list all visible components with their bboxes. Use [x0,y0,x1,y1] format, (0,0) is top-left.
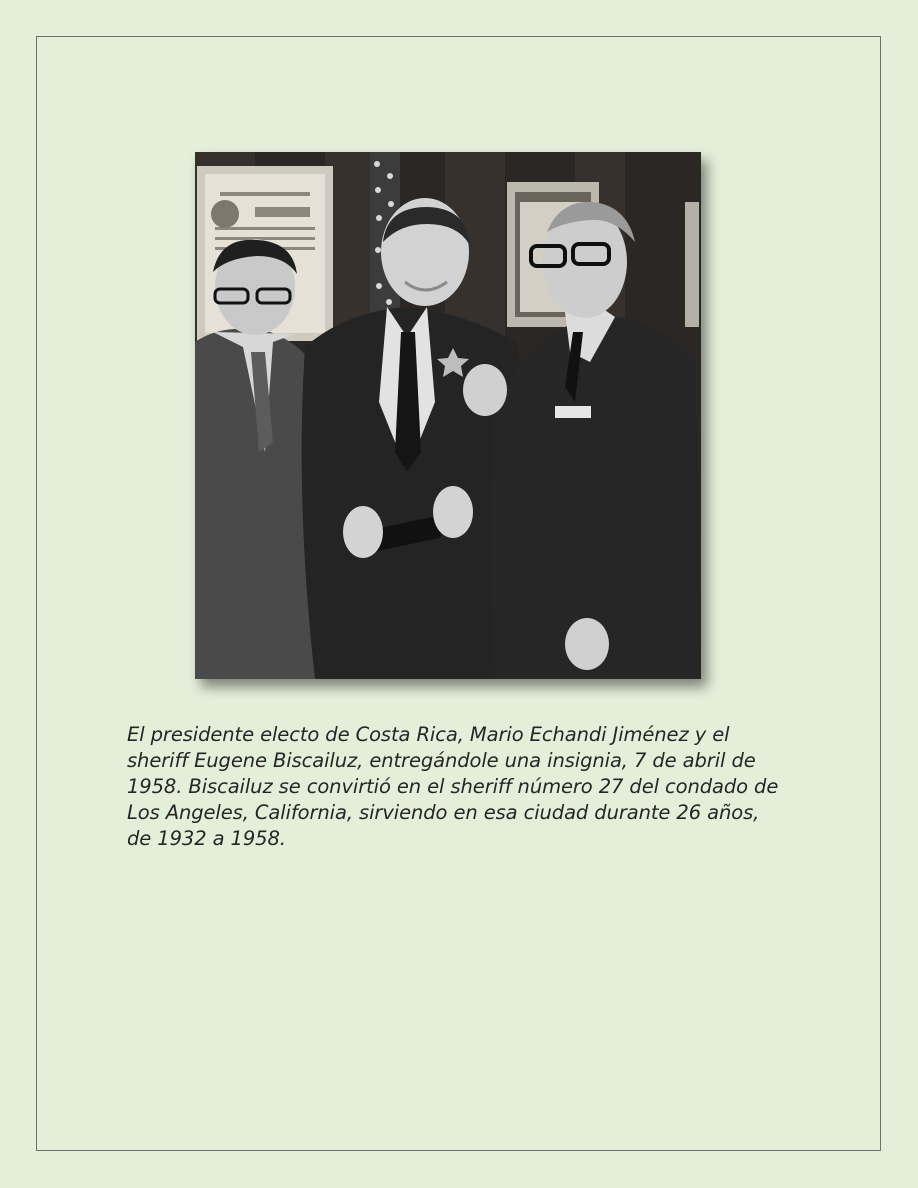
photo-caption: El presidente electo de Costa Rica, Mario Echandi Jiménez y el sheriff Eugene Biscailuz, entregándole una insignia, 7 de abril de 1958. Biscailuz se convirtió en el sheriff número 27 del condado de Los Angeles, California, sirviendo en esa ciudad durante 26 años, de 1932 a 1958. [127,723,779,850]
photo-image [195,152,701,679]
historical-photo [195,152,701,679]
